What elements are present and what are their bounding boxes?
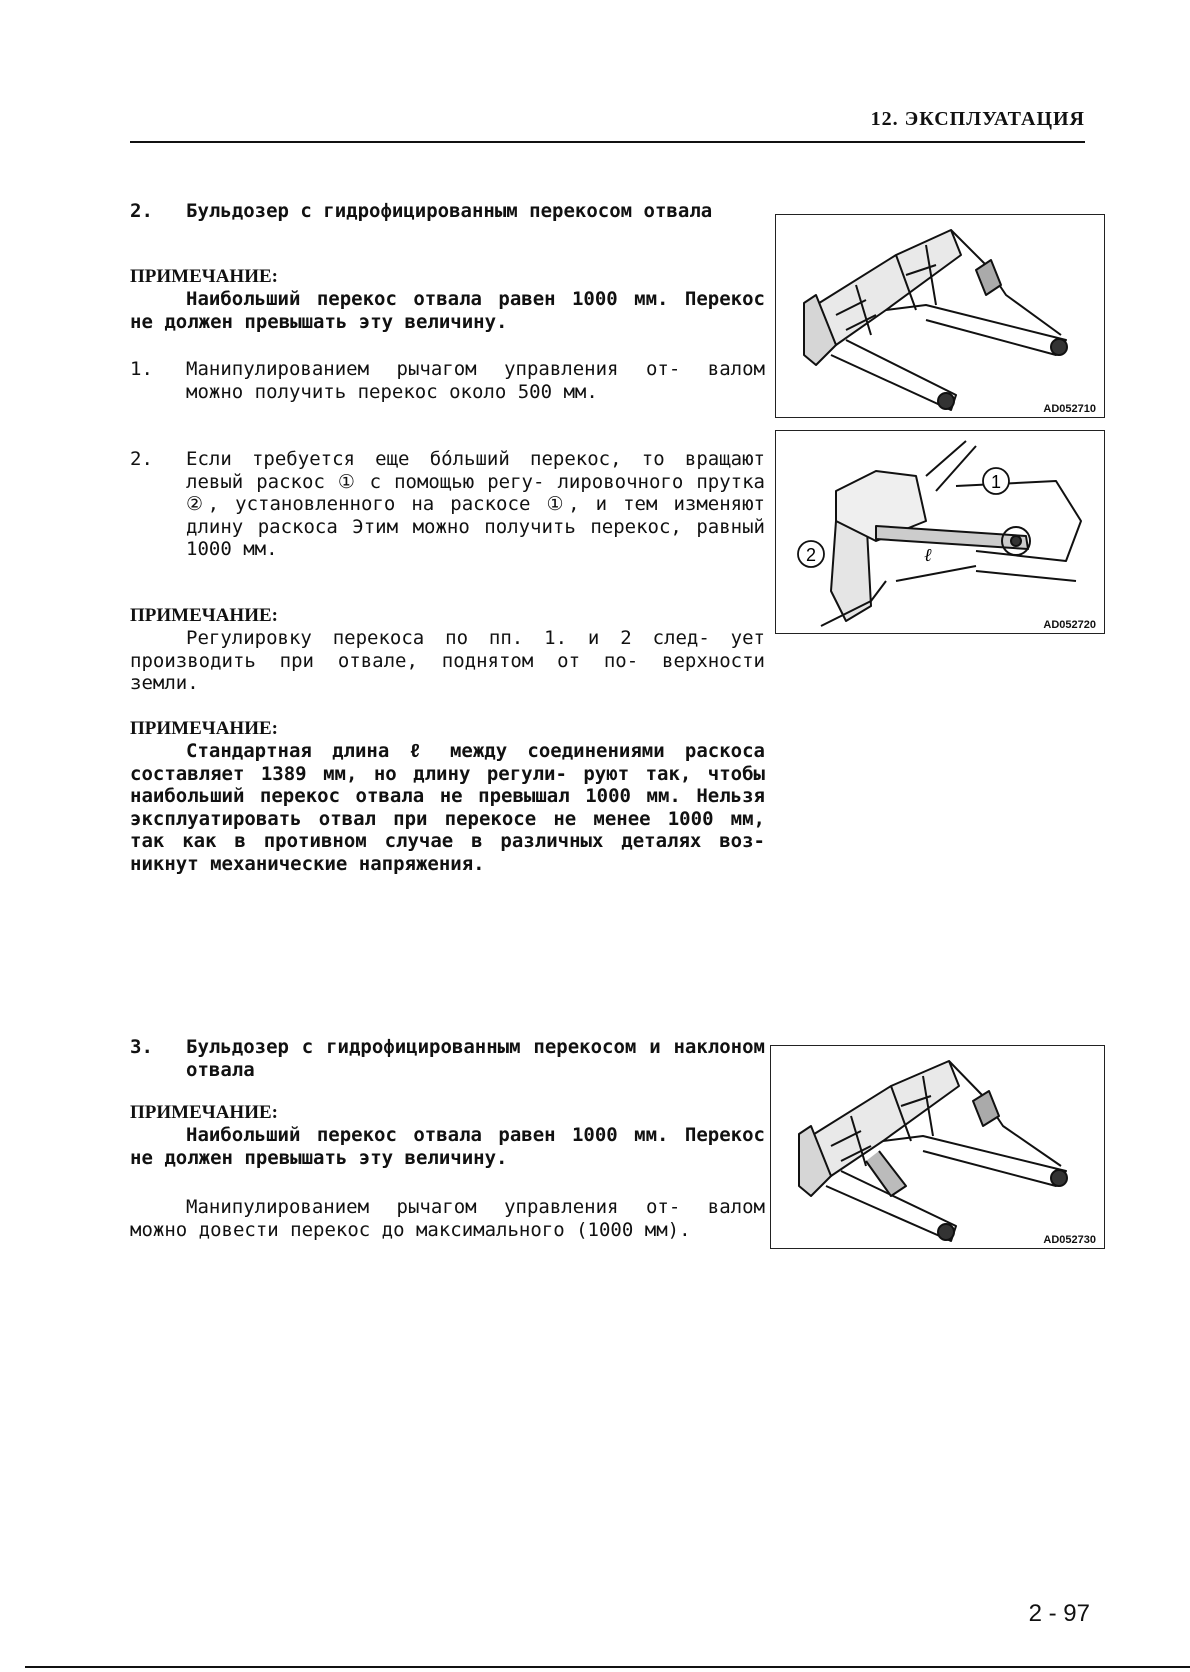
figure-code: AD052720 (1043, 619, 1096, 631)
note-text: Наибольший перекос отвала равен 1000 мм. Перекос не должен превышать эту величину. (130, 288, 765, 333)
note-label: ПРИМЕЧАНИЕ: (130, 605, 278, 626)
section-3-title-text: Бульдозер с гидрофицированным перекосом и наклоном отвала (186, 1036, 765, 1081)
figure-code: AD052710 (1043, 403, 1096, 415)
section-2-note-2 (130, 605, 765, 695)
brace-detail-illustration (776, 431, 1106, 635)
note-text: Наибольший перекос отвала равен 1000 мм. Перекос не должен превышать эту величину. (130, 1124, 765, 1169)
bulldozer-frame-illustration (776, 215, 1106, 419)
note-label: ПРИМЕЧАНИЕ: (130, 1102, 278, 1123)
figure-brace-adjust (775, 430, 1105, 634)
paragraph-text: Манипулированием рычагом управления от- валом можно довести перекос до максимального (1000 мм). (130, 1196, 765, 1241)
section-3-title (130, 1036, 765, 1081)
item-1-number: 1. (130, 358, 153, 380)
callout-2-label: 2 (805, 545, 817, 565)
note-text: Регулировку перекоса по пп. 1. и 2 след- ует производить при отвале, поднятом от по- верхности земли. (130, 627, 765, 694)
section-2-note (130, 266, 765, 333)
section-2-item-1 (130, 358, 765, 403)
item-1-text: Манипулированием рычагом управления от- валом можно получить перекос около 500 мм. (186, 358, 765, 403)
figure-code: AD052730 (1043, 1234, 1096, 1246)
section-3-note (130, 1102, 765, 1169)
length-mark: ℓ (924, 545, 932, 565)
section-header: 12. ЭКСПЛУАТАЦИЯ (870, 108, 1085, 130)
note-text: Стандартная длина ℓ между соединениями раскоса составляет 1389 мм, но длину регули- руют так, чтобы наибольший перекос отвала не превышал 1000 мм. Нельзя эксплуатировать отвал при перекосе не менее 1000 мм, так как в противном случае в различных деталях воз- никнут механические напряжения. (130, 740, 765, 875)
section-2-title (130, 200, 765, 223)
note-label: ПРИМЕЧАНИЕ: (130, 718, 278, 739)
figure-blade-tilt (775, 214, 1105, 418)
header-rule (130, 141, 1085, 143)
item-2-text: Если требуется еще бо́льший перекос, то вращают левый раскос ① с помощью регу- лировочного прутка ②, установленного на раскосе ①, и тем изменяют длину раскоса Этим можно получить перекос, равный 1000 мм. (186, 448, 765, 560)
section-2-note-3 (130, 718, 765, 875)
section-2-item-2 (130, 448, 765, 561)
note-label: ПРИМЕЧАНИЕ: (130, 266, 278, 287)
callout-1-label: 1 (990, 472, 1002, 492)
section-2-title-text: Бульдозер с гидрофицированным перекосом отвала (186, 200, 713, 222)
page-number: 2 - 97 (1028, 1600, 1090, 1627)
footer-rule (25, 1666, 1190, 1668)
figure-blade-tilt-pitch (770, 1045, 1105, 1249)
section-3-paragraph (130, 1196, 765, 1241)
section-2-number: 2. (130, 200, 153, 222)
bulldozer-frame-illustration (771, 1046, 1106, 1250)
section-3-number: 3. (130, 1036, 153, 1058)
item-2-number: 2. (130, 448, 153, 470)
